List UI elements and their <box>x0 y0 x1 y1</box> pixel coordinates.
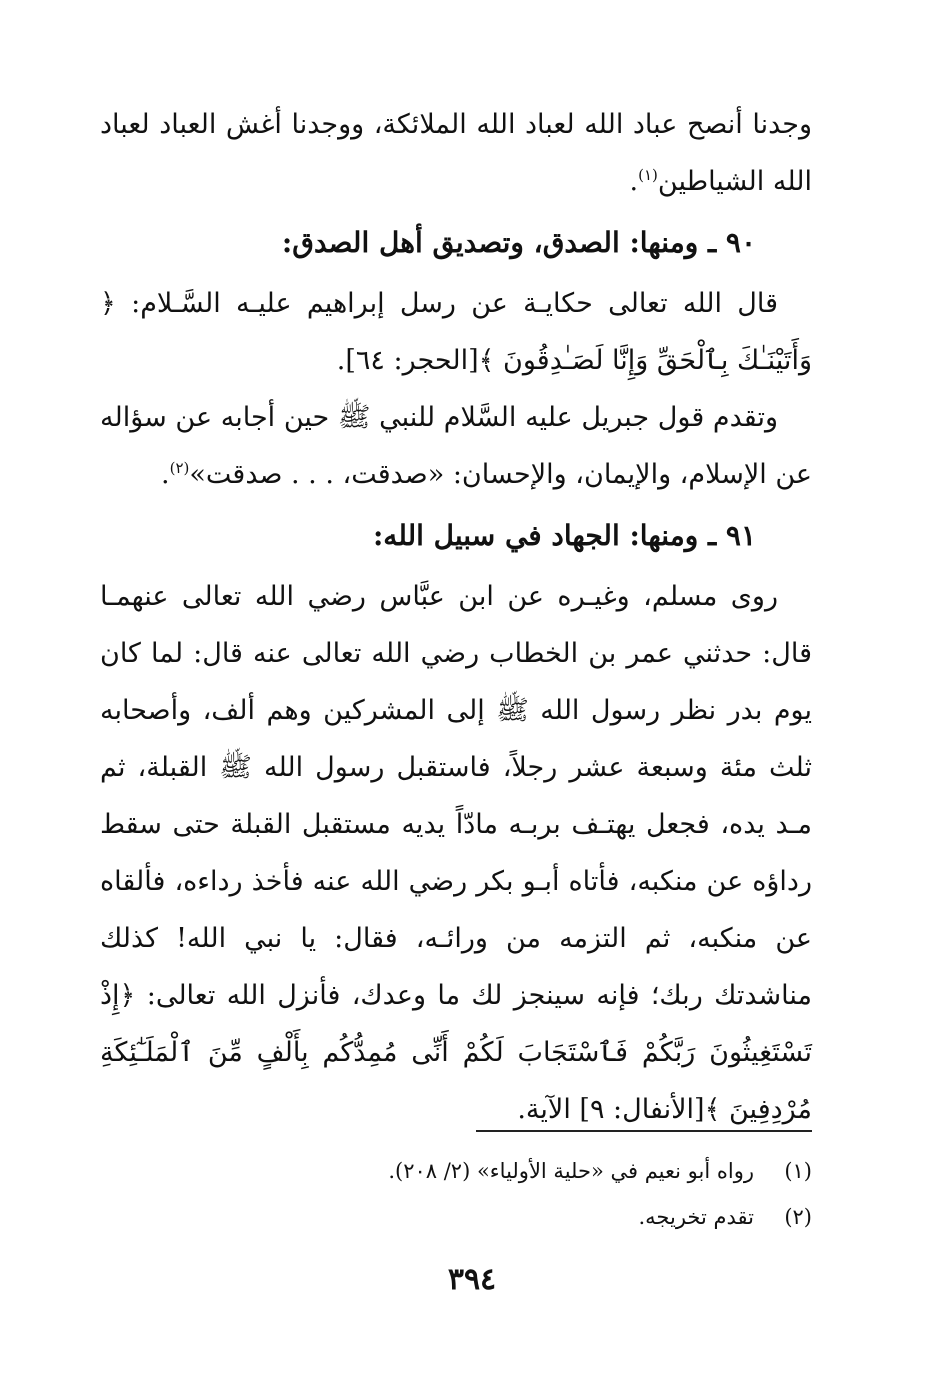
footnotes <box>252 1148 812 1240</box>
paragraph-quote <box>100 275 812 389</box>
paragraph-gabriel <box>100 389 812 503</box>
verse-source-hijr: [الحجر: ٦٤]. <box>336 345 479 376</box>
footnote-2 <box>252 1194 812 1240</box>
paragraph-quote-text: قال الله تعالى حكايـة عن رسل إبراهيم عليـه السَّـلام: <box>131 288 778 319</box>
quran-verse-hijr: ﴿ وَأَتَيْنَـٰكَ بِٱلْحَقِّ وَإِنَّا لَصَـٰدِقُونَ ﴾ <box>100 288 812 376</box>
paragraph-hadith-text: روى مسلم، وغيـره عن ابن عبَّاس رضي الله تعالى عنهمـا قال: حدثني عمر بن الخطاب رضي الله تعالى عنه قال: لما كان يوم بدر نظر رسول الله ﷺ إلى المشركين وهم ألف، وأصحابه ثلث مئة وسبعة عشر رجلاً، فاستقبل رسول الله ﷺ القبلة، ثم مـد يده، فجعل يهتـف بربـه مادّاً يديه مستقبل القبلة حتى سقط رداؤه عن منكبه، فأتاه أبـو بكر رضي الله عنه فأخذ رداءه، فألقاه عن منكبه، ثم التزمه من ورائـه، فقال: يا نبي الله! كذلك مناشدتك ربك؛ فإنه سينجز لك ما وعدك، فأنزل الله تعالى: <box>100 581 812 1011</box>
section-heading-91: ٩١ ـ ومنها: الجهاد في سبيل الله: <box>372 519 756 552</box>
footnote-divider <box>476 1130 812 1132</box>
footnote-ref-1[interactable]: (١) <box>638 166 658 184</box>
verse-source-anfal: [الأنفال: ٩] الآية. <box>517 1094 705 1125</box>
paragraph-gabriel-end: . <box>161 459 170 490</box>
footnote-text: تقدم تخريجه. <box>638 1205 754 1229</box>
paragraph-gabriel-text: وتقدم قول جبريل عليه السَّلام للنبي ﷺ حين أجابه عن سؤاله عن الإسلام، والإيمان، والإحسان: «صدقت، . . . صدقت» <box>100 402 812 490</box>
section-heading-90: ٩٠ ـ ومنها: الصدق، وتصديق أهل الصدق: <box>281 226 756 259</box>
paragraph-intro-text: وجدنا أنصح عباد الله لعباد الله الملائكة، ووجدنا أغش العباد لعباد الله الشياطين <box>100 109 812 197</box>
page-number: ٣٩٤ <box>447 1262 497 1297</box>
quran-verse-anfal: ﴿إِذْ تَسْتَغِيثُونَ رَبَّكُمْ فَٱسْتَجَابَ لَكُمْ أَنِّى مُمِدُّكُم بِأَلْفٍ مِّنَ ٱلْمَلَـٰٓئِكَةِ مُرْدِفِينَ ﴾ <box>100 980 812 1125</box>
paragraph-intro-end: . <box>629 166 639 197</box>
footnote-number: (١) <box>784 1159 812 1183</box>
paragraph-hadith <box>100 568 812 1138</box>
footnote-1 <box>252 1148 812 1194</box>
paragraph-intro <box>100 96 812 210</box>
footnote-number: (٢) <box>784 1205 812 1229</box>
footnote-ref-2[interactable]: (٢) <box>169 459 190 477</box>
footnote-text: رواه أبو نعيم في «حلية الأولياء» (٢/ ٢٠٨). <box>388 1159 754 1183</box>
page-body <box>100 96 812 1138</box>
